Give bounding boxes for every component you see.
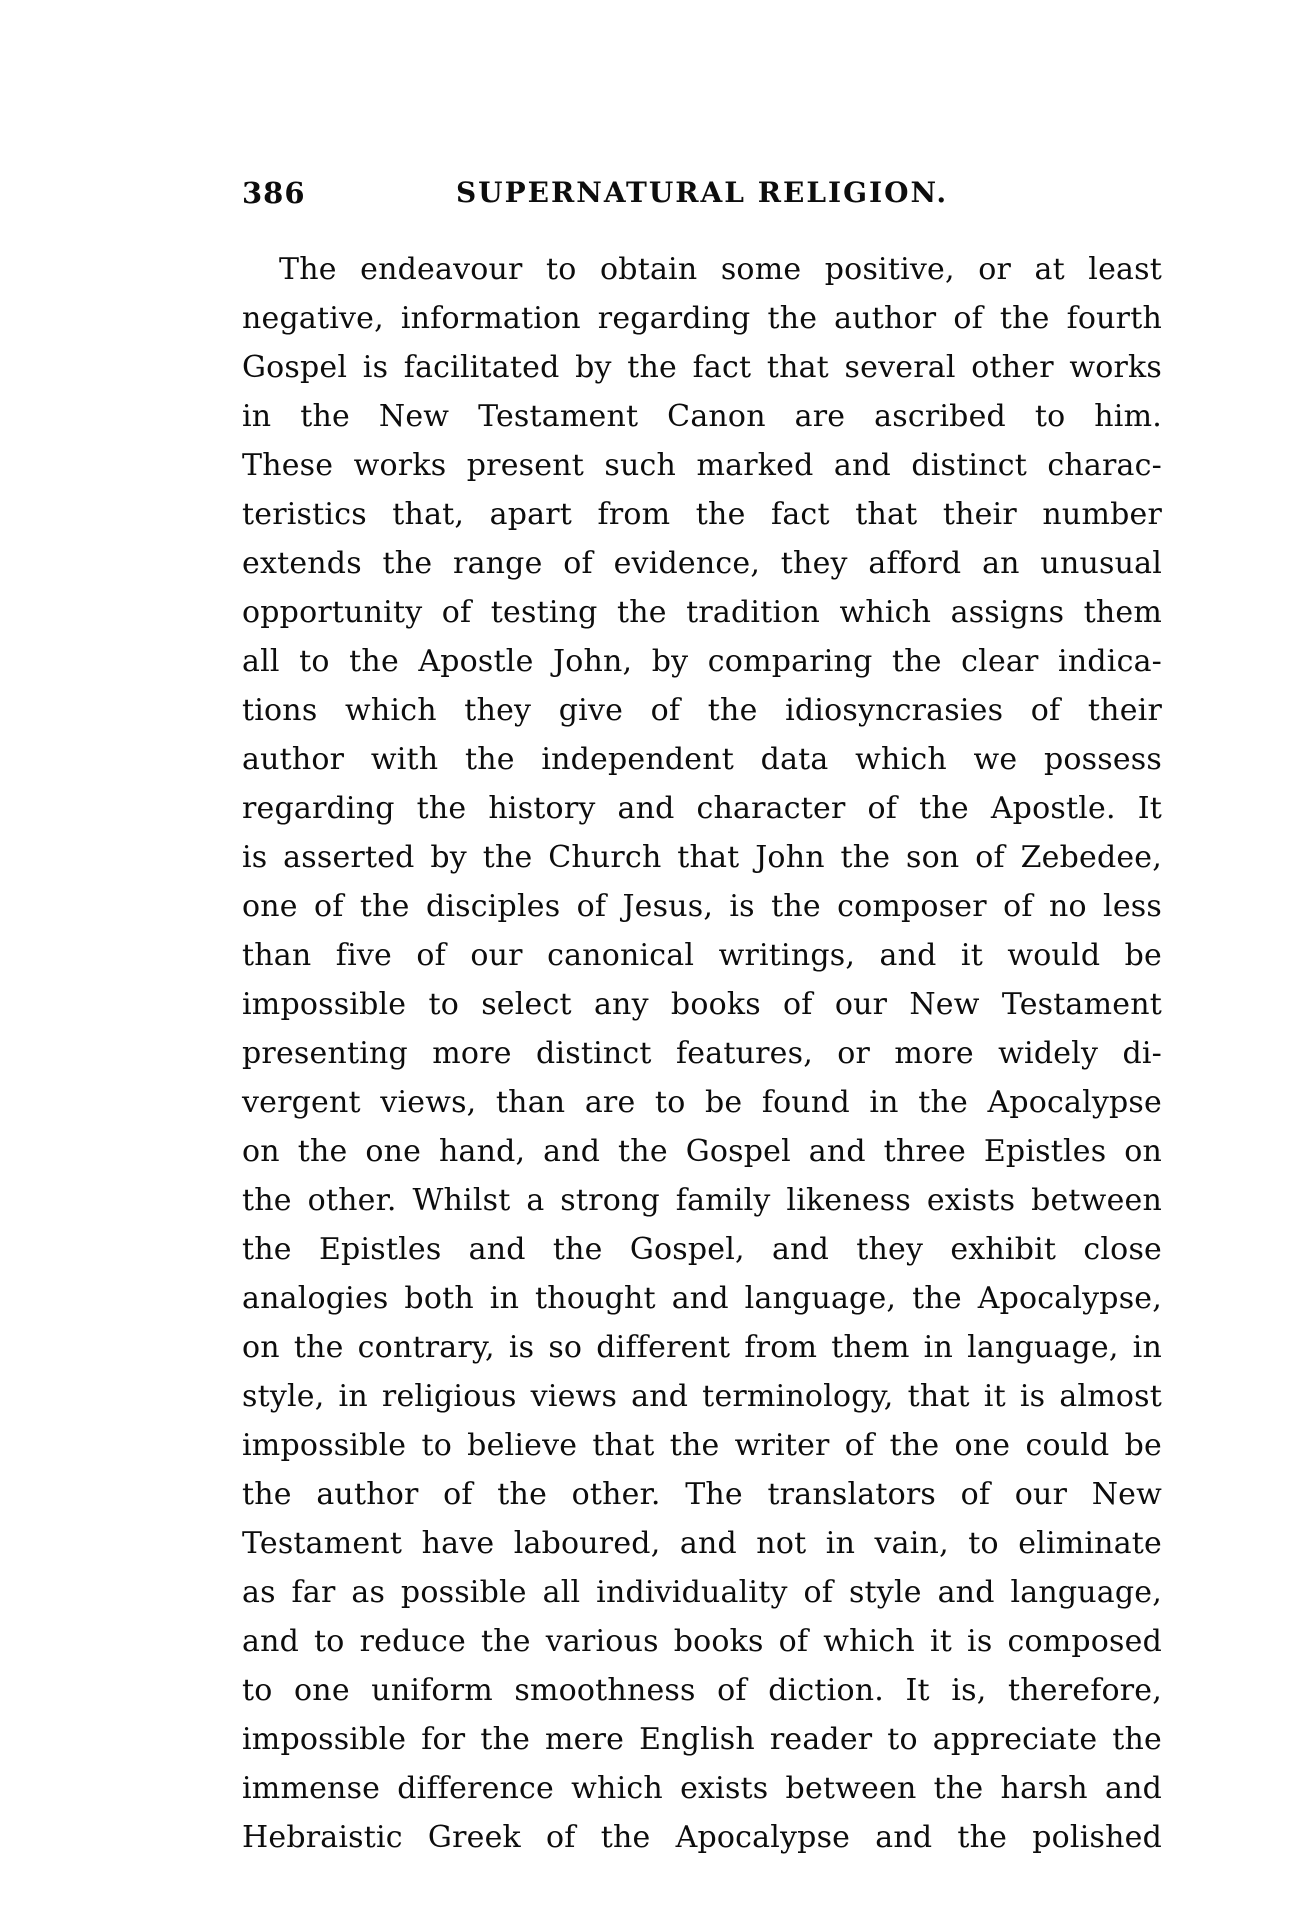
text-line: is asserted by the Church that John the son of Zebedee, [242, 840, 1162, 875]
text-line: on the one hand, and the Gospel and three Epistles on [242, 1134, 1162, 1169]
text-line: impossible to believe that the writer of the one could be [242, 1428, 1162, 1463]
text-line: analogies both in thought and language, the Apocalypse, [242, 1281, 1162, 1316]
text-line: to one uniform smoothness of diction. It is, therefore, [242, 1673, 1162, 1708]
body-paragraph [242, 245, 1162, 1862]
text-line: regarding the history and character of the Apostle. It [242, 791, 1162, 826]
text-line: the Epistles and the Gospel, and they exhibit close [242, 1232, 1162, 1267]
text-line: as far as possible all individuality of style and language, [242, 1575, 1162, 1610]
text-line: all to the Apostle John, by comparing the clear indica- [242, 644, 1162, 679]
text-line: Hebraistic Greek of the Apocalypse and the polished [242, 1820, 1162, 1855]
text-line: These works present such marked and distinct charac- [242, 448, 1162, 483]
text-line: Testament have laboured, and not in vain, to eliminate [242, 1526, 1162, 1561]
running-title: SUPERNATURAL RELIGION. [455, 176, 949, 209]
page-number: 386 [242, 176, 306, 210]
text-line: immense difference which exists between the harsh and [242, 1771, 1162, 1806]
text-line: the other. Whilst a strong family likeness exists between [242, 1183, 1162, 1218]
text-line: on the contrary, is so different from them in language, in [242, 1330, 1162, 1365]
text-line: style, in religious views and terminology, that it is almost [242, 1379, 1162, 1414]
text-line: impossible for the mere English reader to appreciate the [242, 1722, 1162, 1757]
text-line: teristics that, apart from the fact that their number [242, 497, 1162, 532]
text-line: author with the independent data which we possess [242, 742, 1162, 777]
text-line: Gospel is facilitated by the fact that several other works [242, 350, 1162, 385]
text-line: the author of the other. The translators of our New [242, 1477, 1162, 1512]
text-line: one of the disciples of Jesus, is the composer of no less [242, 889, 1162, 924]
text-line: than five of our canonical writings, and it would be [242, 938, 1162, 973]
text-line: presenting more distinct features, or more widely di- [242, 1036, 1162, 1071]
text-line: and to reduce the various books of which it is composed [242, 1624, 1162, 1659]
text-line: impossible to select any books of our New Testament [242, 987, 1162, 1022]
text-line: extends the range of evidence, they afford an unusual [242, 546, 1162, 581]
text-line: in the New Testament Canon are ascribed to him. [242, 399, 1162, 434]
text-line: negative, information regarding the author of the fourth [242, 301, 1162, 336]
text-line: tions which they give of the idiosyncrasies of their [242, 693, 1162, 728]
text-line: opportunity of testing the tradition which assigns them [242, 595, 1162, 630]
running-header [242, 178, 1162, 212]
text-line: vergent views, than are to be found in the Apocalypse [242, 1085, 1162, 1120]
text-line: The endeavour to obtain some positive, or at least [279, 252, 1162, 287]
